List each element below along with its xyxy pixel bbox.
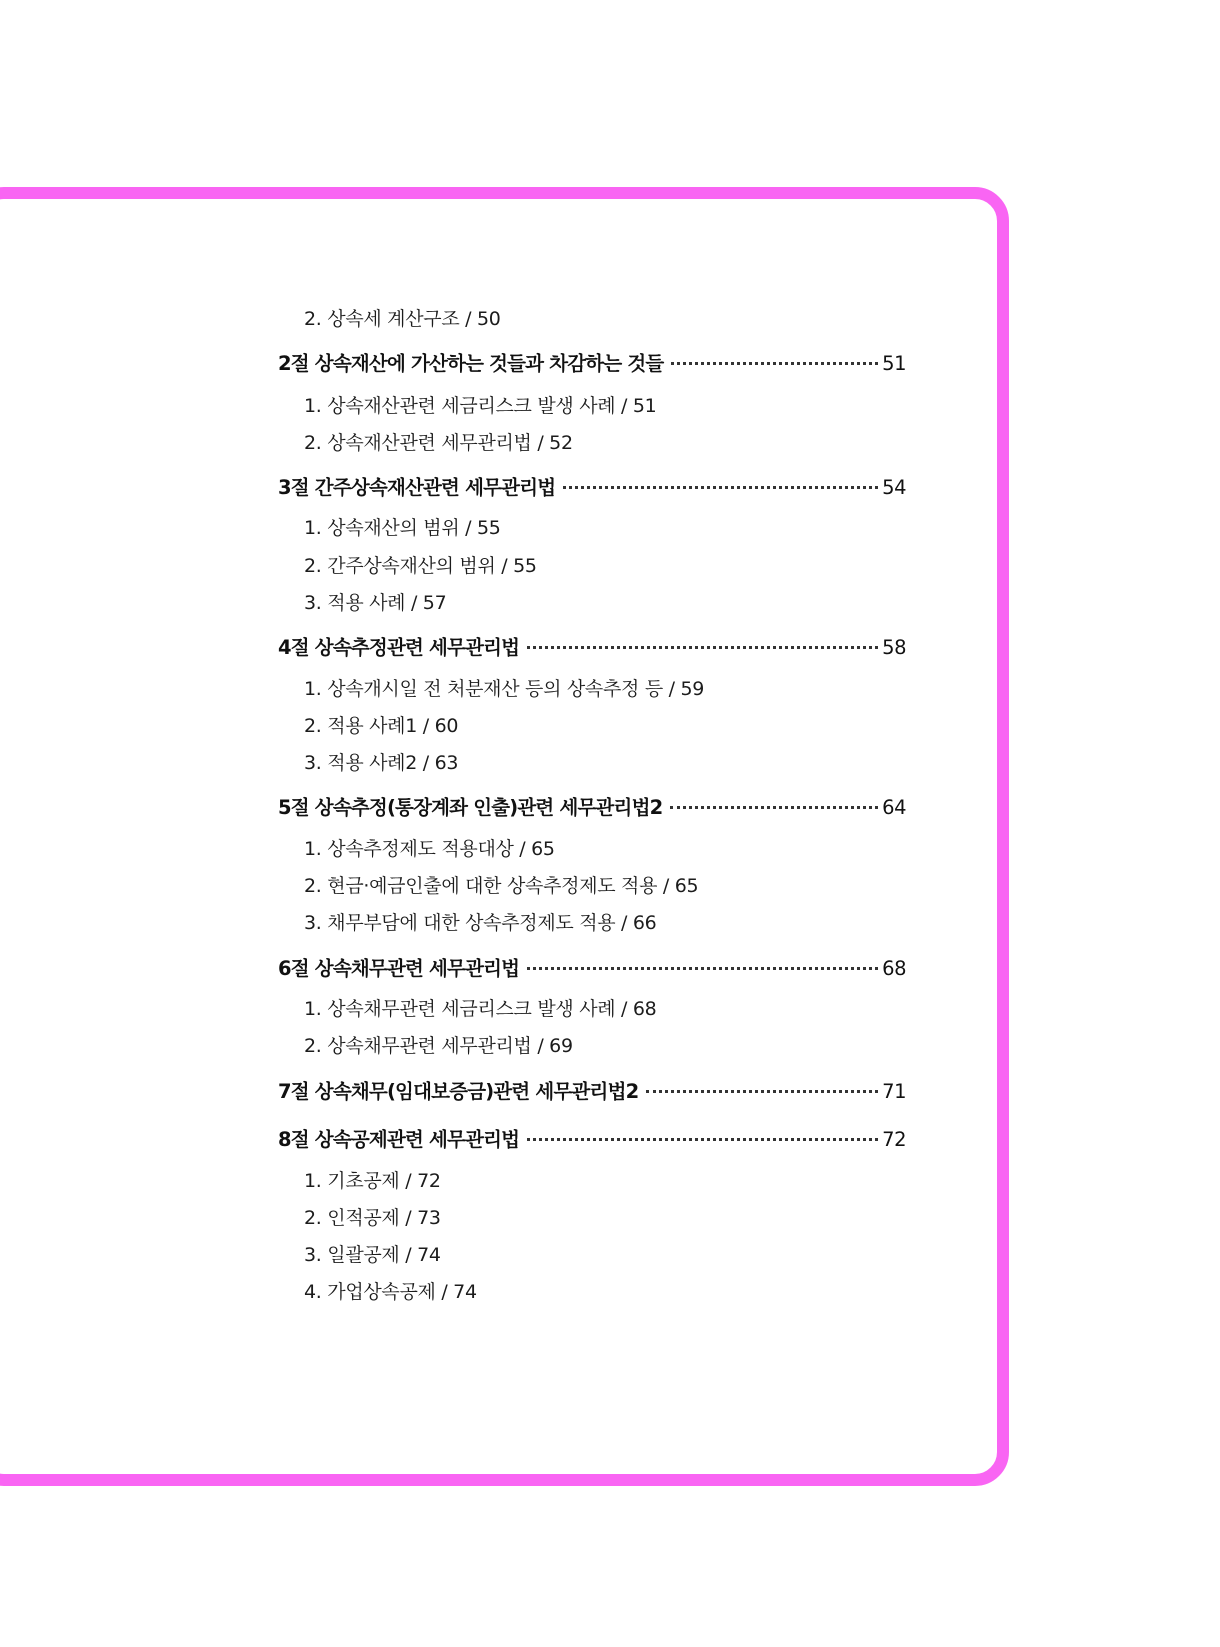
toc-section-item: 3. 적용 사례2 / 63 (304, 752, 459, 774)
toc-section-item: 3. 채무부담에 대한 상속추정제도 적용 / 66 (304, 912, 657, 934)
toc-section-item: 1. 상속채무관련 세금리스크 발생 사례 / 68 (304, 998, 657, 1020)
toc-section-item: 4. 가업상속공제 / 74 (304, 1281, 477, 1303)
chapter-title: 7절 상속채무(임대보증금)관련 세무관리법2 (278, 1080, 639, 1103)
dot-leader (527, 1138, 878, 1141)
chapter-title: 4절 상속추정관련 세무관리법 (278, 636, 520, 659)
toc-chapter-7 (278, 1076, 906, 1104)
toc-section-item: 1. 상속재산의 범위 / 55 (304, 517, 501, 539)
toc-section-item: 1. 상속개시일 전 처분재산 등의 상속추정 등 / 59 (304, 678, 705, 700)
toc-section-item: 1. 상속재산관련 세금리스크 발생 사례 / 51 (304, 395, 657, 417)
dot-leader (646, 1090, 878, 1093)
toc-chapter-4 (278, 632, 906, 660)
chapter-page-number: 68 (882, 957, 906, 980)
dot-leader (527, 967, 878, 970)
toc-section-item: 3. 적용 사례 / 57 (304, 592, 447, 614)
chapter-title: 3절 간주상속재산관련 세무관리법 (278, 476, 556, 499)
dot-leader (671, 362, 878, 365)
toc-chapter-3 (278, 472, 906, 500)
toc-section-item: 2. 현금·예금인출에 대한 상속추정제도 적용 / 65 (304, 875, 699, 897)
toc-section-item: 1. 기초공제 / 72 (304, 1170, 441, 1192)
chapter-page-number: 51 (882, 352, 906, 375)
toc-chapter-5 (278, 792, 906, 820)
toc-section-item: 1. 상속추정제도 적용대상 / 65 (304, 838, 555, 860)
chapter-page-number: 64 (882, 796, 906, 819)
chapter-title: 2절 상속재산에 가산하는 것들과 차감하는 것들 (278, 352, 664, 375)
dot-leader (670, 806, 878, 809)
dot-leader (527, 646, 878, 649)
chapter-page-number: 71 (882, 1080, 906, 1103)
dot-leader (563, 486, 878, 489)
toc-section-item: 2. 상속재산관련 세무관리법 / 52 (304, 432, 573, 454)
chapter-title: 6절 상속채무관련 세무관리법 (278, 957, 520, 980)
toc-section-item: 2. 간주상속재산의 범위 / 55 (304, 555, 537, 577)
chapter-page-number: 54 (882, 476, 906, 499)
chapter-title: 5절 상속추정(통장계좌 인출)관련 세무관리법2 (278, 796, 663, 819)
toc-chapter-2 (278, 348, 906, 376)
toc-section-item: 3. 일괄공제 / 74 (304, 1244, 441, 1266)
chapter-page-number: 72 (882, 1128, 906, 1151)
toc-chapter-6 (278, 953, 906, 981)
toc-chapter-8 (278, 1124, 906, 1152)
chapter-title: 8절 상속공제관련 세무관리법 (278, 1128, 520, 1151)
toc-section-item: 2. 상속채무관련 세무관리법 / 69 (304, 1035, 573, 1057)
toc-section-item: 2. 인적공제 / 73 (304, 1207, 441, 1229)
toc-section-item: 2. 상속세 계산구조 / 50 (304, 308, 501, 330)
toc-section-item: 2. 적용 사례1 / 60 (304, 715, 459, 737)
chapter-page-number: 58 (882, 636, 906, 659)
